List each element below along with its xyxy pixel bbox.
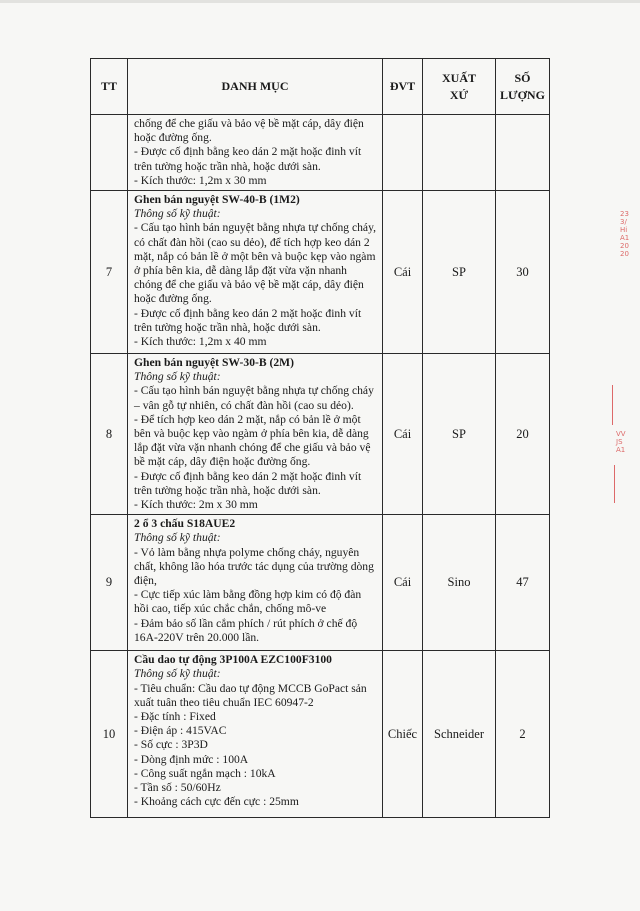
desc-line: chống để che giấu và bảo vệ bề mặt cáp, dây điện (134, 117, 364, 130)
header-tt: TT (91, 59, 128, 115)
desc-line: mặt, nắp có bản lề ở một bên và buộc kẹp vào ngàm (134, 249, 376, 263)
desc-line: lắp đặt vừa vặn nhanh chóng để che giấu và bảo vệ (134, 441, 371, 455)
continued-unit-cell (383, 115, 423, 191)
desc-line: hoặc đường ống. (134, 292, 212, 306)
header-origin (423, 59, 496, 115)
item-description-cell (128, 515, 383, 651)
row-number-cell: 7 (91, 191, 128, 354)
header-unit: ĐVT (383, 59, 423, 115)
continued-qty-cell (496, 115, 550, 191)
row-number-cell: 9 (91, 515, 128, 651)
desc-line: 16A-220V trên 20.000 lần. (134, 630, 260, 644)
spec-heading: Thông số kỹ thuật: (134, 370, 221, 384)
quantity-cell: 30 (496, 191, 550, 354)
desc-line: - Được cố định bằng keo dán 2 mặt hoặc đinh vít (134, 306, 362, 320)
spec-heading: Thông số kỹ thuật: (134, 531, 221, 545)
origin-cell: SP (423, 354, 496, 515)
desc-line: - Vỏ làm bằng nhựa polyme chống cháy, nguyên (134, 545, 360, 559)
unit-cell: Cái (383, 515, 423, 651)
spec-heading: Thông số kỹ thuật: (134, 667, 221, 681)
header-origin-line1: XUẤT (441, 70, 476, 85)
desc-line: chất, không lão hóa trước tác dụng của trường dòng (134, 559, 374, 573)
desc-line: trên tường hoặc trần nhà, hoặc dưới sàn. (134, 159, 321, 173)
origin-cell: Schneider (423, 651, 496, 818)
unit-cell: Cái (383, 191, 423, 354)
desc-line: trên tường hoặc trần nhà, hoặc dưới sàn. (134, 483, 321, 497)
table-row (91, 515, 550, 651)
header-origin-line2: XỨ (449, 87, 469, 102)
desc-line: - Kích thước: 2m x 30 mm (134, 498, 258, 512)
quantity-cell: 47 (496, 515, 550, 651)
desc-line: - Kích thước: 1,2m x 40 mm (134, 335, 267, 349)
desc-line: hoặc đường ống. (134, 131, 212, 145)
row-number-cell: 10 (91, 651, 128, 818)
margin-stamp-mark-2 (614, 465, 615, 503)
desc-line: - Điện áp : 415VAC (134, 724, 227, 738)
desc-line: - Tần số : 50/60Hz (134, 781, 221, 795)
desc-line: - Cực tiếp xúc làm bằng đồng hợp kim có độ đàn (134, 588, 362, 602)
desc-line: – vân gỗ tự nhiên, có chất đàn hồi (cao su dẻo). (134, 398, 354, 412)
desc-line: - Đảm bảo số lần cắm phích / rút phích ở chế độ (134, 616, 358, 630)
equipment-table (90, 58, 550, 818)
header-qty-line2: LƯỢNG (500, 87, 545, 102)
item-description-cell (128, 354, 383, 515)
item-description-cell (128, 651, 383, 818)
header-qty (496, 59, 550, 115)
header-row (91, 59, 550, 115)
margin-stamp-top: 23 3/ Hi A1 20 20 (620, 210, 630, 258)
header-category: DANH MỤC (128, 59, 383, 115)
unit-cell: Cái (383, 354, 423, 515)
item-description-cell (128, 191, 383, 354)
margin-stamp-bottom: VV JS A1 (616, 430, 626, 454)
item-title: Cầu dao tự động 3P100A EZC100F3100 (134, 653, 332, 667)
table-row (91, 651, 550, 818)
desc-line: - Khoảng cách cực đến cực : 25mm (134, 795, 299, 809)
continued-origin-cell (423, 115, 496, 191)
unit-cell: Chiếc (383, 651, 423, 818)
desc-line: - Số cực : 3P3D (134, 738, 208, 752)
continued-description (128, 115, 383, 191)
origin-cell: SP (423, 191, 496, 354)
header-qty-line1: SỐ (514, 70, 531, 85)
desc-line: điện, (134, 574, 157, 588)
desc-line: - Để tích hợp keo dán 2 mặt, nắp có bản lề ở một (134, 412, 361, 426)
desc-line: có chất đàn hồi (cao su dẻo), để tích hợp keo dán 2 (134, 235, 370, 249)
continued-tt-cell (91, 115, 128, 191)
desc-line: - Được cố định bằng keo dán 2 mặt hoặc đinh vít (134, 145, 362, 159)
desc-line: - Cấu tạo hình bán nguyệt bằng nhựa tự chống cháy (134, 384, 374, 398)
desc-line: bên và buộc kẹp vào ngàm ở phía bên kia, dễ dàng (134, 427, 369, 441)
desc-line: ở phía bên kia, dễ dàng lắp đặt vừa vặn nhanh (134, 264, 347, 278)
item-title: Ghen bán nguyệt SW-40-B (1M2) (134, 193, 300, 207)
desc-line: - Cấu tạo hình bán nguyệt bằng nhựa tự chống cháy, (134, 221, 377, 235)
quantity-cell: 2 (496, 651, 550, 818)
margin-stamp-mark (612, 385, 613, 425)
desc-line: chóng để che giấu và bảo vệ bề mặt cáp, dây điện (134, 278, 364, 292)
quantity-cell: 20 (496, 354, 550, 515)
desc-line: hồi cao, tiếp xúc chắc chắn, chống mô-ve (134, 602, 327, 616)
desc-line: - Dòng định mức : 100A (134, 752, 249, 766)
desc-line: bề mặt cáp, dây điện hoặc đường ống. (134, 455, 311, 469)
desc-line: - Kích thước: 1,2m x 30 mm (134, 173, 267, 187)
desc-line: trên tường hoặc trần nhà, hoặc dưới sàn. (134, 320, 321, 334)
desc-line: - Tiêu chuẩn: Cầu dao tự động MCCB GoPact sản (134, 681, 367, 695)
table-row (91, 191, 550, 354)
row-number-cell: 8 (91, 354, 128, 515)
item-title: 2 ổ 3 chấu S18AUE2 (134, 517, 236, 531)
desc-line: - Đặc tính : Fixed (134, 710, 216, 724)
page-edge (0, 0, 640, 3)
continued-row (91, 115, 550, 191)
spec-heading: Thông số kỹ thuật: (134, 207, 221, 221)
desc-line: - Được cố định bằng keo dán 2 mặt hoặc đinh vít (134, 469, 362, 483)
table-row (91, 354, 550, 515)
desc-line: - Công suất ngắn mạch : 10kA (134, 766, 276, 780)
origin-cell: Sino (423, 515, 496, 651)
item-title: Ghen bán nguyệt SW-30-B (2M) (134, 356, 294, 370)
desc-line: xuất tuân theo tiêu chuẩn IEC 60947-2 (134, 695, 314, 709)
